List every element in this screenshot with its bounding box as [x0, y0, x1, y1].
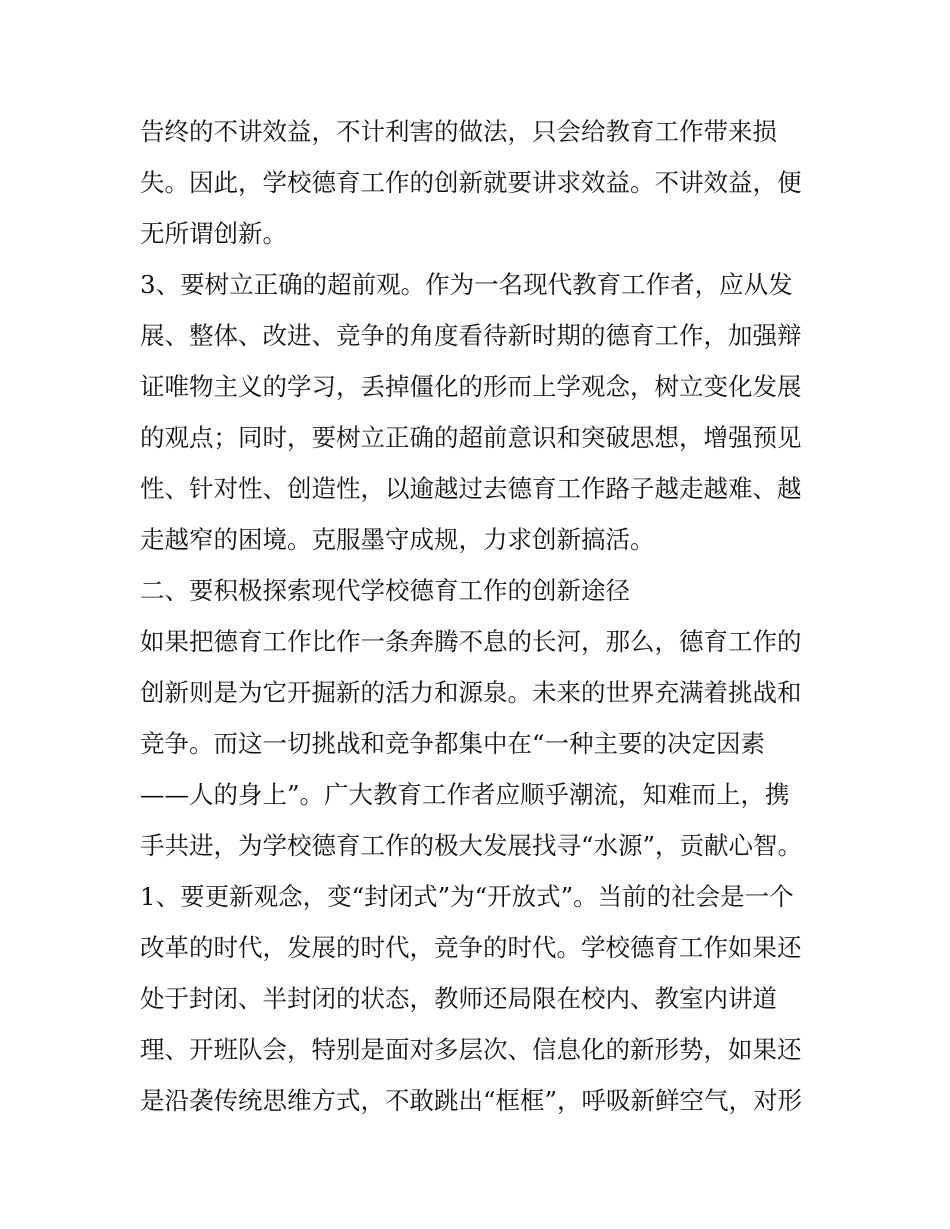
text-line-15: 手共进，为学校德育工作的极大发展找寻“水源”，贡献心智。 [140, 831, 803, 860]
text-line-5: 展、整体、改进、竞争的角度看待新时期的德育工作，加强辩 [140, 321, 802, 350]
text-line-20: 是沿袭传统思维方式，不敢跳出“框框”，呼吸新鲜空气，对形 [140, 1086, 803, 1115]
text-line-16: 1、要更新观念，变“封闭式”为“开放式”。当前的社会是一个 [140, 882, 794, 911]
text-line-3: 无所谓创新。 [140, 219, 287, 248]
text-line-9: 走越窄的困境。克服墨守成规，力求创新搞活。 [140, 525, 655, 554]
text-line-17: 改革的时代，发展的时代，竞争的时代。学校德育工作如果还 [140, 933, 802, 962]
text-line-4: 3、要树立正确的超前观。作为一名现代教育工作者，应从发 [140, 270, 793, 299]
text-line-7: 的观点；同时，要树立正确的超前意识和突破思想，增强预见 [140, 423, 802, 452]
text-line-12: 创新则是为它开掘新的活力和源泉。未来的世界充满着挑战和 [140, 678, 802, 707]
text-line-6: 证唯物主义的学习，丢掉僵化的形而上学观念，树立变化发展 [140, 372, 802, 401]
text-line-18: 处于封闭、半封闭的状态，教师还局限在校内、教室内讲道 [140, 984, 777, 1013]
text-line-13: 竞争。而这一切挑战和竞争都集中在“一种主要的决定因素 [140, 729, 766, 758]
text-line-2: 失。因此，学校德育工作的创新就要讲求效益。不讲效益，便 [140, 168, 802, 197]
text-line-14: ——人的身上”。广大教育工作者应顺乎潮流，知难而上，携 [140, 780, 790, 809]
text-line-1: 告终的不讲效益，不计利害的做法，只会给教育工作带来损 [140, 117, 777, 146]
section-heading: 二、要积极探索现代学校德育工作的创新途径 [140, 576, 630, 605]
body-text [140, 106, 830, 1126]
text-line-19: 理、开班队会，特别是面对多层次、信息化的新形势，如果还 [140, 1035, 802, 1064]
text-line-8: 性、针对性、创造性，以逾越过去德育工作路子越走越难、越 [140, 474, 802, 503]
text-line-11: 如果把德育工作比作一条奔腾不息的长河，那么，德育工作的 [140, 627, 802, 656]
